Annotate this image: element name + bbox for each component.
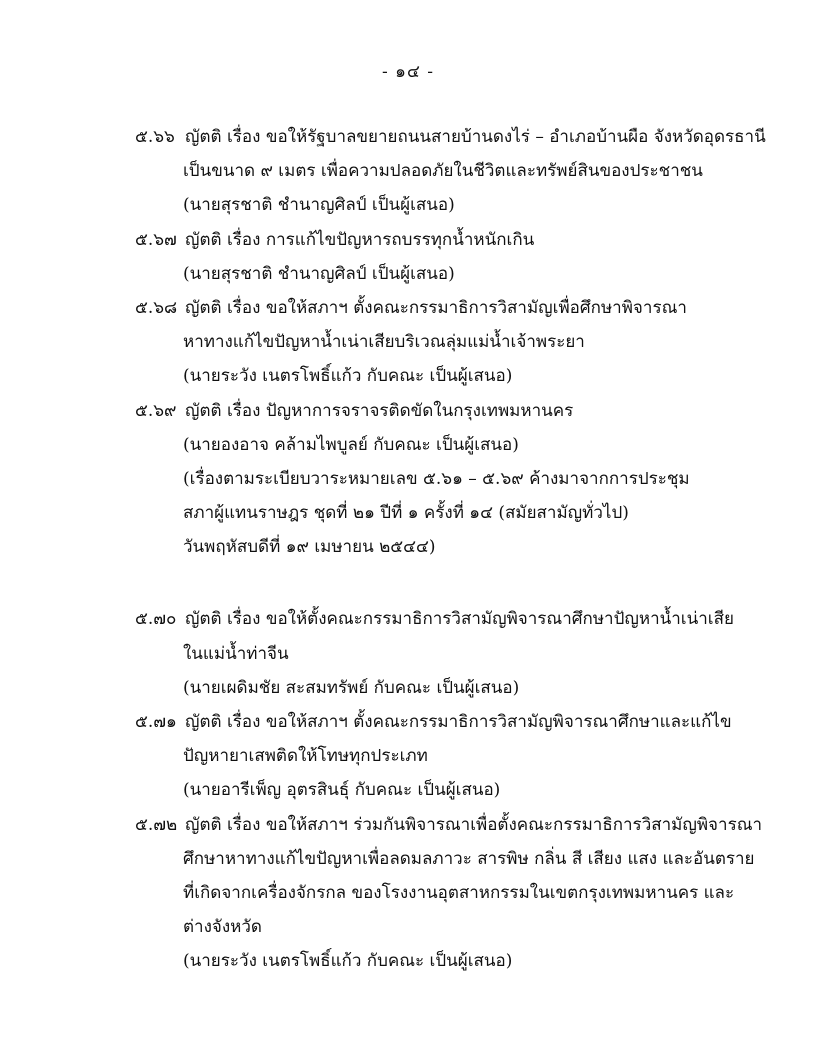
agenda-line	[0, 876, 816, 910]
agenda-line	[0, 291, 816, 325]
motion-title-continued: ต่างจังหวัด	[183, 917, 262, 938]
carryover-note: สภาผู้แทนราษฎร ชุดที่ ๒๑ ปีที่ ๑ ครั้งที่ ๑๔ (สมัยสามัญทั่วไป)	[183, 503, 629, 524]
agenda-line	[0, 359, 816, 393]
motion-title-continued: ศึกษาหาทางแก้ไขปัญหาเพื่อลดมลภาวะ สารพิษ กลิ่น สี เสียง แสง และอันตราย	[183, 848, 755, 869]
agenda-number: ๕.๗๑	[135, 712, 177, 732]
page-number: - ๑๔ -	[382, 62, 434, 82]
carryover-note: วันพฤหัสบดีที่ ๑๙ เมษายน ๒๕๔๔)	[183, 537, 436, 558]
agenda-number: ๕.๖๗	[135, 229, 177, 250]
proposer: (นายอารีเพ็ญ อุตรสินธุ์ กับคณะ เป็นผู้เสนอ)	[183, 780, 501, 801]
motion-title: ญัตติ เรื่อง ปัญหาการจราจรติดขัดในกรุงเทพมหานคร	[185, 400, 574, 421]
agenda-item	[0, 602, 816, 705]
motion-title: ญัตติ เรื่อง การแก้ไขปัญหารถบรรทุกน้ำหนักเกิน	[185, 229, 535, 250]
proposer: (นายสุรชาติ ชำนาญศิลป์ เป็นผู้เสนอ)	[183, 263, 455, 284]
agenda-line	[0, 496, 816, 530]
agenda-line	[0, 944, 816, 978]
agenda-line	[0, 462, 816, 496]
agenda-line	[0, 120, 816, 154]
agenda-line	[0, 671, 816, 705]
agenda-line	[0, 602, 816, 636]
agenda-line	[0, 530, 816, 564]
proposer: (นายเผดิมชัย สะสมทรัพย์ กับคณะ เป็นผู้เสนอ)	[183, 677, 520, 698]
motion-title: ญัตติ เรื่อง ขอให้สภาฯ ร่วมกันพิจารณาเพื่อตั้งคณะกรรมาธิการวิสามัญพิจารณา	[185, 814, 763, 835]
agenda-item	[0, 808, 816, 979]
agenda-line	[0, 773, 816, 807]
agenda-number: ๕.๗๒	[135, 814, 178, 835]
agenda-line	[0, 325, 816, 359]
agenda-line	[0, 808, 816, 842]
agenda-line	[0, 428, 816, 462]
agenda-item	[0, 705, 816, 808]
motion-title: ญัตติ เรื่อง ขอให้สภาฯ ตั้งคณะกรรมาธิการวิสามัญพิจารณาศึกษาและแก้ไข	[185, 712, 732, 732]
section-gap	[0, 564, 816, 602]
agenda-number: ๕.๖๘	[135, 297, 178, 318]
proposer: (นายระวัง เนตรโพธิ์แก้ว กับคณะ เป็นผู้เสนอ)	[183, 951, 513, 972]
carryover-note: (เรื่องตามระเบียบวาระหมายเลข ๕.๖๑ – ๕.๖๙ ค้างมาจากการประชุม	[183, 468, 690, 489]
proposer: (นายระวัง เนตรโพธิ์แก้ว กับคณะ เป็นผู้เสนอ)	[183, 366, 513, 387]
agenda-list	[0, 120, 816, 979]
agenda-line	[0, 637, 816, 671]
agenda-item	[0, 394, 816, 565]
motion-title-continued: ในแม่น้ำท่าจีน	[183, 643, 289, 664]
motion-title: ญัตติ เรื่อง ขอให้ตั้งคณะกรรมาธิการวิสามัญพิจารณาศึกษาปัญหาน้ำเน่าเสีย	[185, 609, 734, 630]
agenda-line	[0, 842, 816, 876]
agenda-line	[0, 394, 816, 428]
motion-title-continued: หาทางแก้ไขปัญหาน้ำเน่าเสียบริเวณลุ่มแม่น้ำเจ้าพระยา	[183, 332, 585, 353]
agenda-line	[0, 739, 816, 773]
proposer: (นายองอาจ คล้ามไพบูลย์ กับคณะ เป็นผู้เสนอ)	[183, 434, 519, 455]
agenda-line	[0, 223, 816, 257]
agenda-line	[0, 910, 816, 944]
motion-title-continued: ที่เกิดจากเครื่องจักรกล ของโรงงานอุตสาหกรรมในเขตกรุงเทพมหานคร และ	[183, 882, 735, 903]
motion-title: ญัตติ เรื่อง ขอให้รัฐบาลขยายถนนสายบ้านดงไร่ – อำเภอบ้านผือ จังหวัดอุดรธานี	[185, 127, 766, 147]
motion-title-continued: ปัญหายาเสพติดให้โทษทุกประเภท	[183, 746, 428, 767]
agenda-number: ๕.๖๙	[135, 400, 177, 421]
agenda-line	[0, 188, 816, 222]
motion-title: ญัตติ เรื่อง ขอให้สภาฯ ตั้งคณะกรรมาธิการวิสามัญเพื่อศึกษาพิจารณา	[185, 297, 687, 318]
agenda-number: ๕.๗๐	[135, 609, 177, 630]
agenda-line	[0, 154, 816, 188]
agenda-item	[0, 291, 816, 394]
agenda-number: ๕.๖๖	[135, 127, 175, 147]
agenda-item	[0, 120, 816, 223]
agenda-item	[0, 223, 816, 291]
agenda-line	[0, 257, 816, 291]
motion-title-continued: เป็นขนาด ๙ เมตร เพื่อความปลอดภัยในชีวิตและทรัพย์สินของประชาชน	[183, 161, 703, 182]
agenda-line	[0, 705, 816, 739]
proposer: (นายสุรชาติ ชำนาญศิลป์ เป็นผู้เสนอ)	[183, 195, 455, 216]
